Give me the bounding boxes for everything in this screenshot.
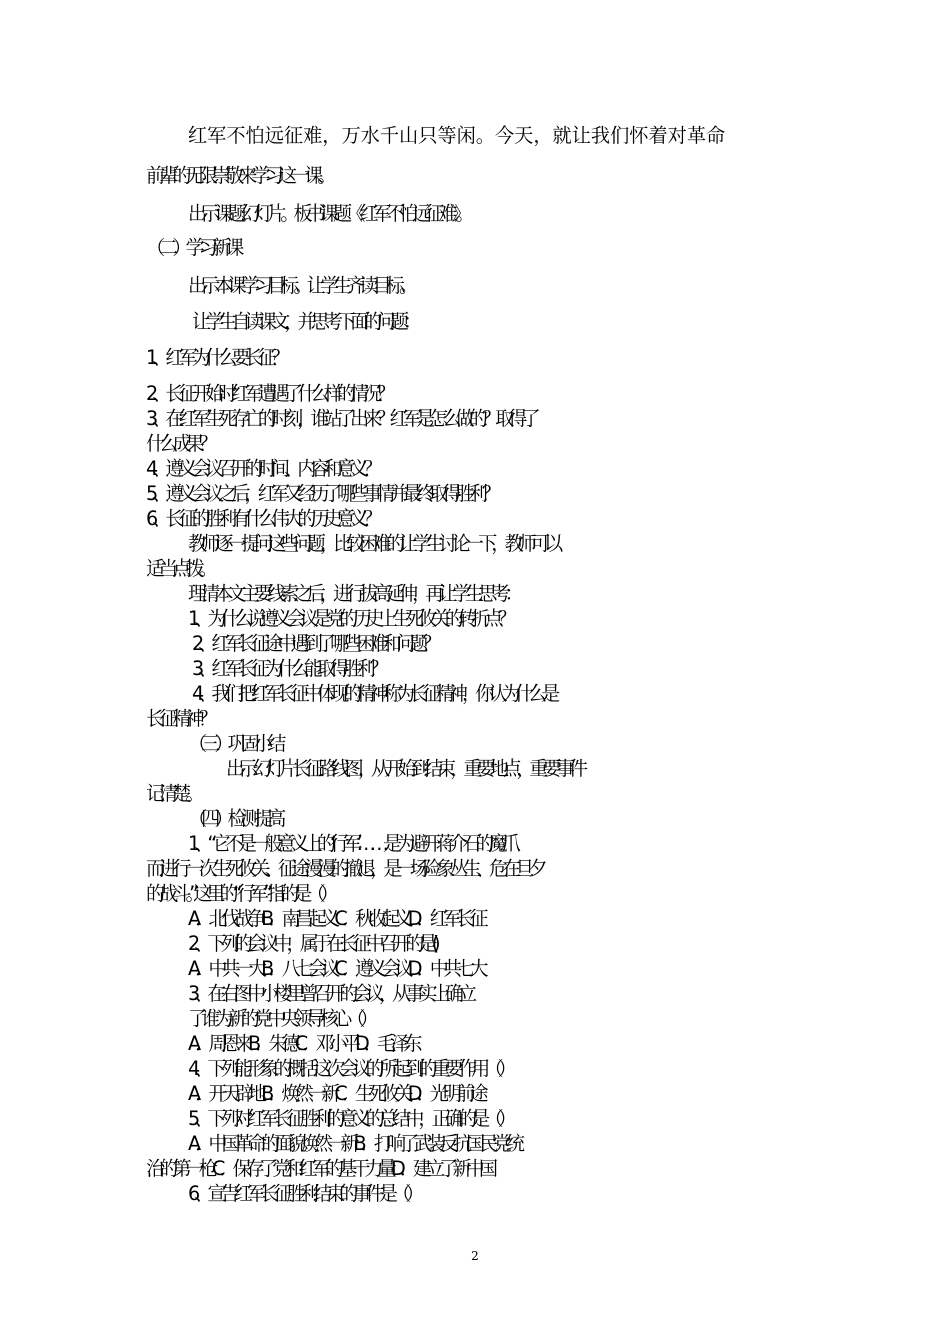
answer-options: A．周恩来 B．朱德 C．邓小平 D．毛泽东 [188, 1032, 417, 1055]
exercise-question: 4、下列能形象的概括这次会议的所起到的重要作用（ ） [188, 1057, 511, 1080]
question-item: 3、在红军生死存亡的时刻，谁站了出来？红军是怎么做的？取得了 [146, 407, 535, 430]
exercise-question: 了谁为新的党中央领导核心（ ） [188, 1007, 373, 1030]
text-line: 出示幻灯片长征路线图，从开始到结束，重要地点，重要事件 [226, 757, 583, 780]
exercise-question: 3、在右图中小楼里曾召开的会议，从事实上确立 [188, 982, 472, 1005]
text-line: 红军不怕远征难，万水千山只等闲。今天，就让我们怀着对革命 [188, 124, 726, 147]
question-item: 4、我们把红军长征中体现的精神称为长征精神，你认为什么是 [192, 682, 555, 705]
question-item: 6、长征的胜利有什么伟大的历史意义？ [146, 507, 377, 530]
text-line: 让学生自读课文，并思考下面的问题： [192, 310, 417, 333]
text-line: 出示本课学习目标。让学生齐读目标。 [188, 274, 413, 297]
question-item: 3、红军长征为什么能取得胜利？ [192, 657, 383, 680]
section-heading: （三）巩固小结 [188, 732, 281, 755]
answer-options: A．中共一大 B．八七会议 C．遵义会议 D．中共七大 [188, 957, 483, 980]
exercise-question: 而进行一次生死攸关、征途漫漫的撤退，是一场险象丛生、危在旦夕 [146, 857, 542, 880]
answer-options: 治的第一枪 C．保存了党和红军的基干力量 D．建立了新中国 [146, 1157, 493, 1180]
text-line: 前辈的无限崇敬来学习这一课。 [146, 164, 331, 187]
exercise-question: 2、下列的会议中，属于在长征中召开的是( ) [188, 932, 435, 955]
text-line: 教师逐一提问这些问题，比较困难的让学生讨论一下，教师可以 [188, 532, 558, 555]
exercise-question: 1、“它不是一般意义上的‘行军’……是为避开蒋介石的魔爪 [188, 832, 515, 855]
question-item: 1、为什么说遵义会议是党的历史上生死攸关的转折点？ [188, 607, 511, 630]
question-item: 5、遵义会议之后，红军又经历了哪些事情并最终取得胜利？ [146, 482, 496, 505]
exercise-question: 的战斗。”这里的“行军”指的是（ ） [146, 882, 333, 905]
question-item: 2、红军长征途中遇到了哪些困难和问题？ [192, 632, 436, 655]
answer-options: A．开天辟地 B．焕然一新 C．生死攸关 D．光明前途 [188, 1082, 483, 1105]
section-heading: （四）检测提高 [188, 807, 281, 830]
question-item: 长征精神？ [146, 707, 212, 730]
text-line: 适当点拨。 [146, 557, 212, 580]
section-heading: （二）学习新课 [146, 236, 239, 259]
text-line: 记清楚。 [146, 782, 199, 805]
question-item: 4、遵义会议召开的时间、内容和意义？ [146, 457, 377, 480]
exercise-question: 6、宣告红军长征胜利结束的事件是（ ） [188, 1182, 419, 1205]
question-item: 1、红军为什么要长征？ [146, 346, 285, 369]
question-item: 什么成果？ [146, 432, 212, 455]
answer-options: A．北伐战争 B．南昌起义 C．秋收起义 D．红军长征 [188, 907, 483, 930]
answer-options: A．中国革命的面貌焕然一新 B．打响了武装反抗国民党统 [188, 1132, 519, 1155]
exercise-question: 5、下列对红军长征胜利的意义的总结中，正确的是（ ） [188, 1107, 511, 1130]
text-line: 理清本文主要线索之后，进行拔高延伸，再让学生思考： [188, 582, 518, 605]
question-item: 2、长征开始时红军遭遇了什么样的情况？ [146, 382, 390, 405]
text-line: 出示课题幻灯片。板书课题《红军不怕远征难》。 [188, 202, 469, 225]
page-number: 2 [471, 1249, 479, 1263]
